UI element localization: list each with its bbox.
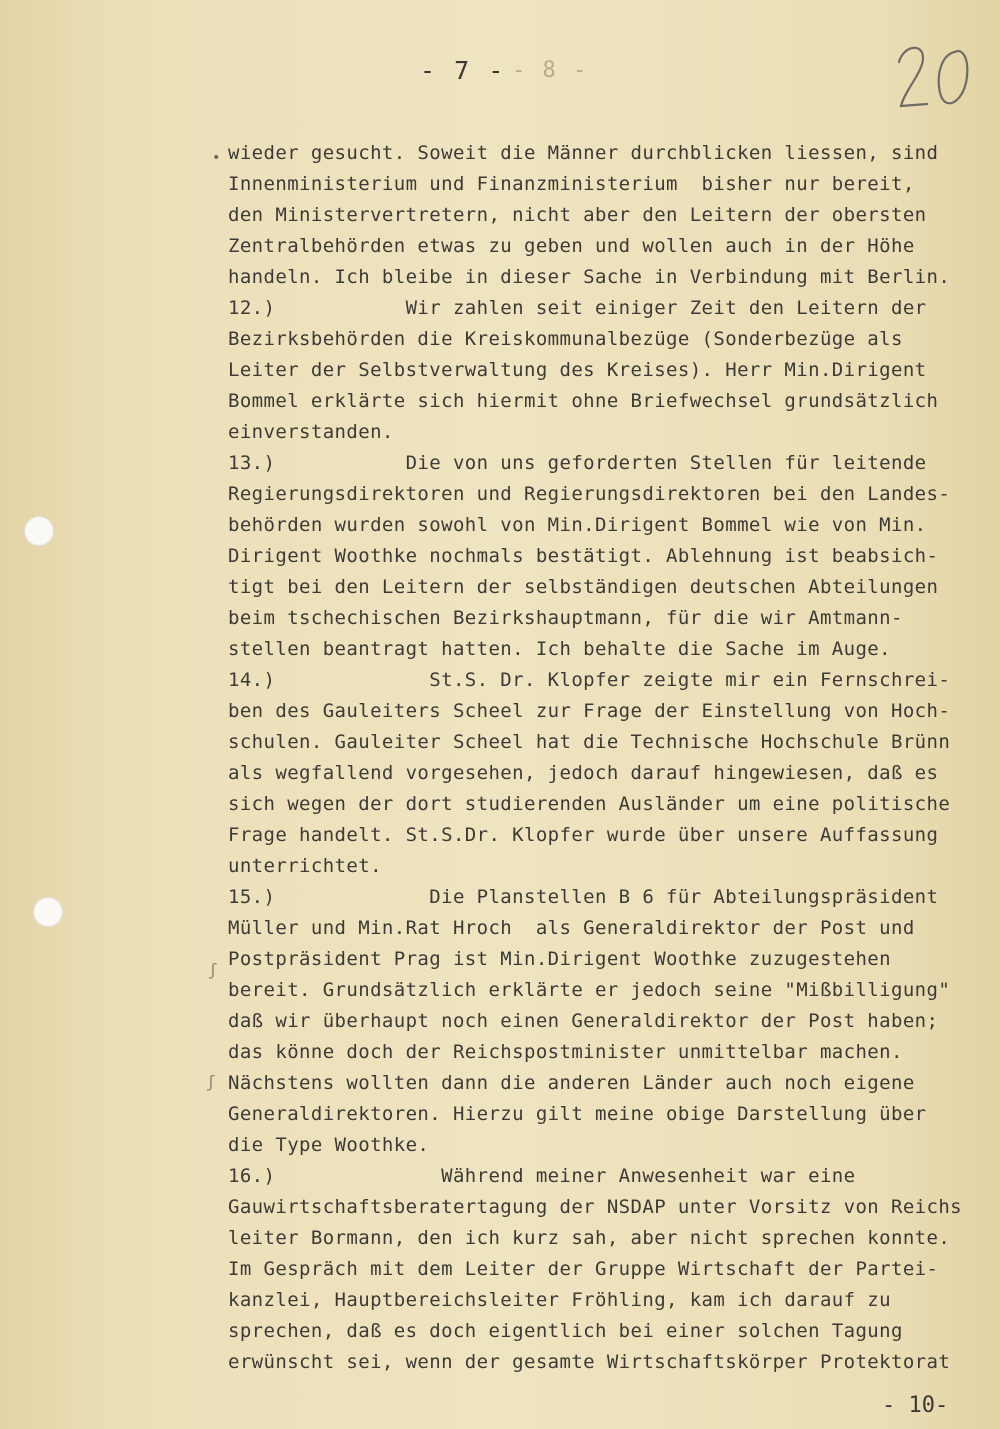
text-line: sprechen, daß es doch eigentlich bei einer solchen Tagung xyxy=(228,1320,903,1342)
typed-body-text xyxy=(228,138,998,1378)
text-line: Dirigent Woothke nochmals bestätigt. Ablehnung ist beabsich- xyxy=(228,545,939,567)
ghost-page-number: - 8 - xyxy=(512,58,589,83)
text-line: Müller und Min.Rat Hroch als Generaldirektor der Post und xyxy=(228,917,915,939)
text-line: 16.) Während meiner Anwesenheit war eine xyxy=(228,1165,856,1187)
text-line: 14.) St.S. Dr. Klopfer zeigte mir ein Fernschrei- xyxy=(228,669,951,691)
text-line: Zentralbehörden etwas zu geben und wollen auch in der Höhe xyxy=(228,235,915,257)
text-line: schulen. Gauleiter Scheel hat die Technische Hochschule Brünn xyxy=(228,731,951,753)
text-line: 15.) Die Planstellen B 6 für Abteilungspräsident xyxy=(228,886,939,908)
text-line: Innenministerium und Finanzministerium bisher nur bereit, xyxy=(228,173,915,195)
text-line: behörden wurden sowohl von Min.Dirigent Bommel wie von Min. xyxy=(228,514,927,536)
text-line: Postpräsident Prag ist Min.Dirigent Woothke zuzugestehen xyxy=(228,948,891,970)
text-line: Im Gespräch mit dem Leiter der Gruppe Wirtschaft der Partei- xyxy=(228,1258,939,1280)
margin-mark: ʃ xyxy=(206,1072,216,1091)
margin-mark: ʃ xyxy=(208,960,218,979)
folio-handwriting-icon xyxy=(893,34,983,114)
text-line: leiter Bormann, den ich kurz sah, aber nicht sprechen konnte. xyxy=(228,1227,951,1249)
text-line: Bommel erklärte sich hiermit ohne Briefwechsel grundsätzlich xyxy=(228,390,939,412)
text-line: einverstanden. xyxy=(228,421,394,443)
text-line: unterrichtet. xyxy=(228,855,382,877)
text-line: sich wegen der dort studierenden Ausländer um eine politische xyxy=(228,793,951,815)
text-line: daß wir überhaupt noch einen Generaldirektor der Post haben; xyxy=(228,1010,939,1032)
page-number: - 7 - xyxy=(420,56,506,85)
text-line: tigt bei den Leitern der selbständigen deutschen Abteilungen xyxy=(228,576,939,598)
text-line: bereit. Grundsätzlich erklärte er jedoch seine "Mißbilligung" xyxy=(228,979,951,1001)
text-line: Nächstens wollten dann die anderen Länder auch noch eigene xyxy=(228,1072,915,1094)
punch-hole xyxy=(24,516,54,546)
text-line: ben des Gauleiters Scheel zur Frage der Einstellung von Hoch- xyxy=(228,700,951,722)
punch-hole xyxy=(33,897,63,927)
text-line: das könne doch der Reichspostminister unmittelbar machen. xyxy=(228,1041,903,1063)
text-line: handeln. Ich bleibe in dieser Sache in Verbindung mit Berlin. xyxy=(228,266,951,288)
text-line: 13.) Die von uns geforderten Stellen für leitende xyxy=(228,452,927,474)
text-line: Bezirksbehörden die Kreiskommunalbezüge (Sonderbezüge als xyxy=(228,328,903,350)
text-line: Gauwirtschaftsberatertagung der NSDAP unter Vorsitz von Reichs xyxy=(228,1196,963,1218)
text-line: Regierungsdirektoren und Regierungsdirektoren bei den Landes- xyxy=(228,483,951,505)
text-line: den Ministervertretern, nicht aber den Leitern der obersten xyxy=(228,204,927,226)
text-line: wieder gesucht. Soweit die Männer durchblicken liessen, sind xyxy=(228,142,939,164)
text-line: Generaldirektoren. Hierzu gilt meine obige Darstellung über xyxy=(228,1103,927,1125)
text-line: die Type Woothke. xyxy=(228,1134,430,1156)
next-page-marker: - 10- xyxy=(882,1393,949,1418)
text-line: beim tschechischen Bezirkshauptmann, für die wir Amtmann- xyxy=(228,607,903,629)
handwritten-folio-number xyxy=(893,34,983,114)
text-line: Leiter der Selbstverwaltung des Kreises). Herr Min.Dirigent xyxy=(228,359,927,381)
text-line: erwünscht sei, wenn der gesamte Wirtschaftskörper Protektorat xyxy=(228,1351,951,1373)
text-line: stellen beantragt hatten. Ich behalte die Sache im Auge. xyxy=(228,638,891,660)
text-line: als wegfallend vorgesehen, jedoch darauf hingewiesen, daß es xyxy=(228,762,939,784)
text-line: kanzlei, Hauptbereichsleiter Fröhling, kam ich darauf zu xyxy=(228,1289,891,1311)
text-line: 12.) Wir zahlen seit einiger Zeit den Leitern der xyxy=(228,297,927,319)
text-line: Frage handelt. St.S.Dr. Klopfer wurde über unsere Auffassung xyxy=(228,824,939,846)
margin-mark: • xyxy=(212,150,221,166)
